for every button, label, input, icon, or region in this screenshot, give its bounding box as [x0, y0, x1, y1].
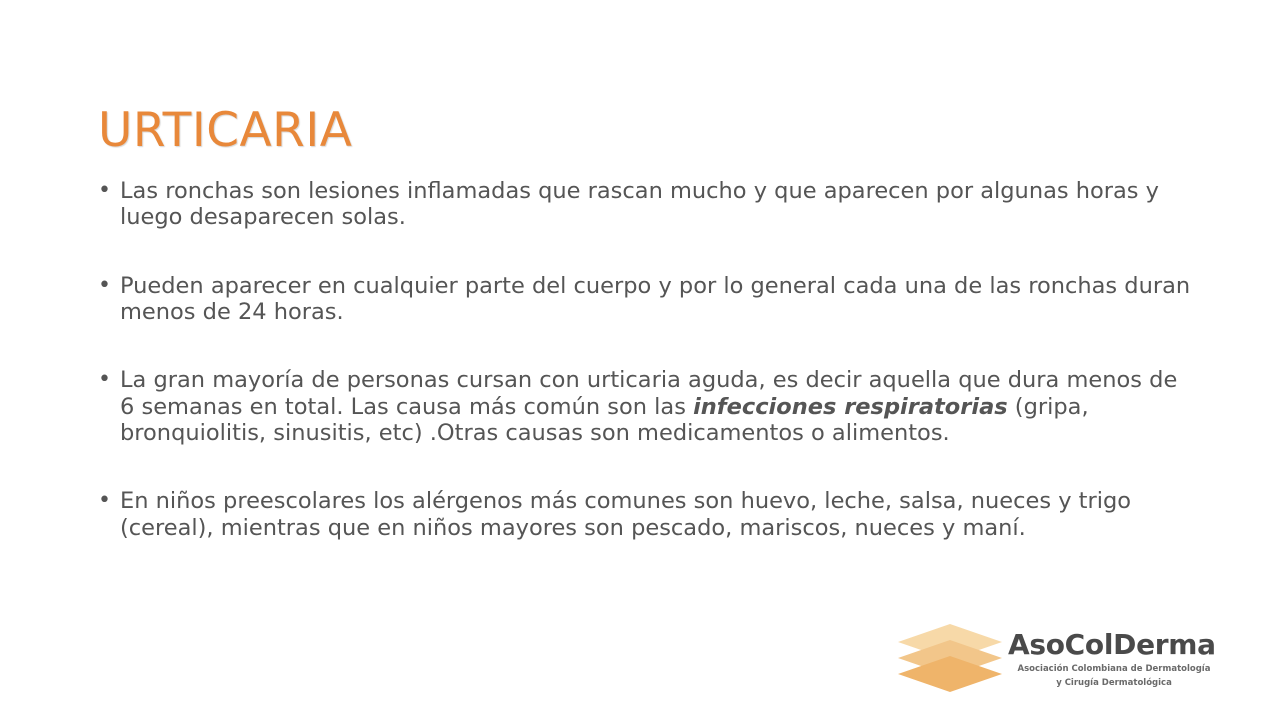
logo-subtitle-line2: y Cirugía Dermatológica: [1056, 677, 1172, 688]
list-item: [90, 178, 1195, 231]
bullet-list: [90, 178, 1195, 541]
logo-text: [1008, 628, 1220, 688]
list-item-text: La gran mayoría de personas cursan con urticaria aguda, es decir aquella que dura menos de 6 semanas en total. Las causa más común son las: [120, 367, 1178, 420]
bullet-marker-icon: •: [98, 272, 111, 298]
list-item-emphasis: infecciones respiratorias: [693, 393, 1008, 420]
logo-subtitle-line1: Asociación Colombiana de Dermatología: [1017, 664, 1211, 674]
list-item-text: Pueden aparecer en cualquier parte del cuerpo y por lo general cada una de las ronchas duran menos de 24 horas.: [120, 272, 1191, 325]
list-item: [90, 488, 1195, 541]
bullet-marker-icon: •: [98, 367, 111, 393]
list-item-text-tail: (gripa, bronquiolitis, sinusitis, etc) .Otras causas son medicamentos o alimentos.: [120, 393, 1089, 446]
list-item: [90, 367, 1195, 446]
asocolderma-logo: [890, 620, 1220, 700]
list-item: [90, 273, 1195, 326]
layered-diamonds-icon: [890, 622, 1010, 694]
logo-title: AsoColDerma: [1008, 628, 1216, 661]
list-item-text: Las ronchas son lesiones inflamadas que rascan mucho y que aparecen por algunas horas y luego desaparecen solas.: [120, 178, 1159, 231]
bullet-marker-icon: •: [98, 488, 111, 514]
bullet-marker-icon: •: [98, 178, 111, 203]
list-item-text: En niños preescolares los alérgenos más comunes son huevo, leche, salsa, nueces y trigo (cereal), mientras que en niños mayores son pescado, mariscos, nueces y maní.: [120, 488, 1132, 541]
page-title: URTICARIA: [98, 103, 353, 159]
